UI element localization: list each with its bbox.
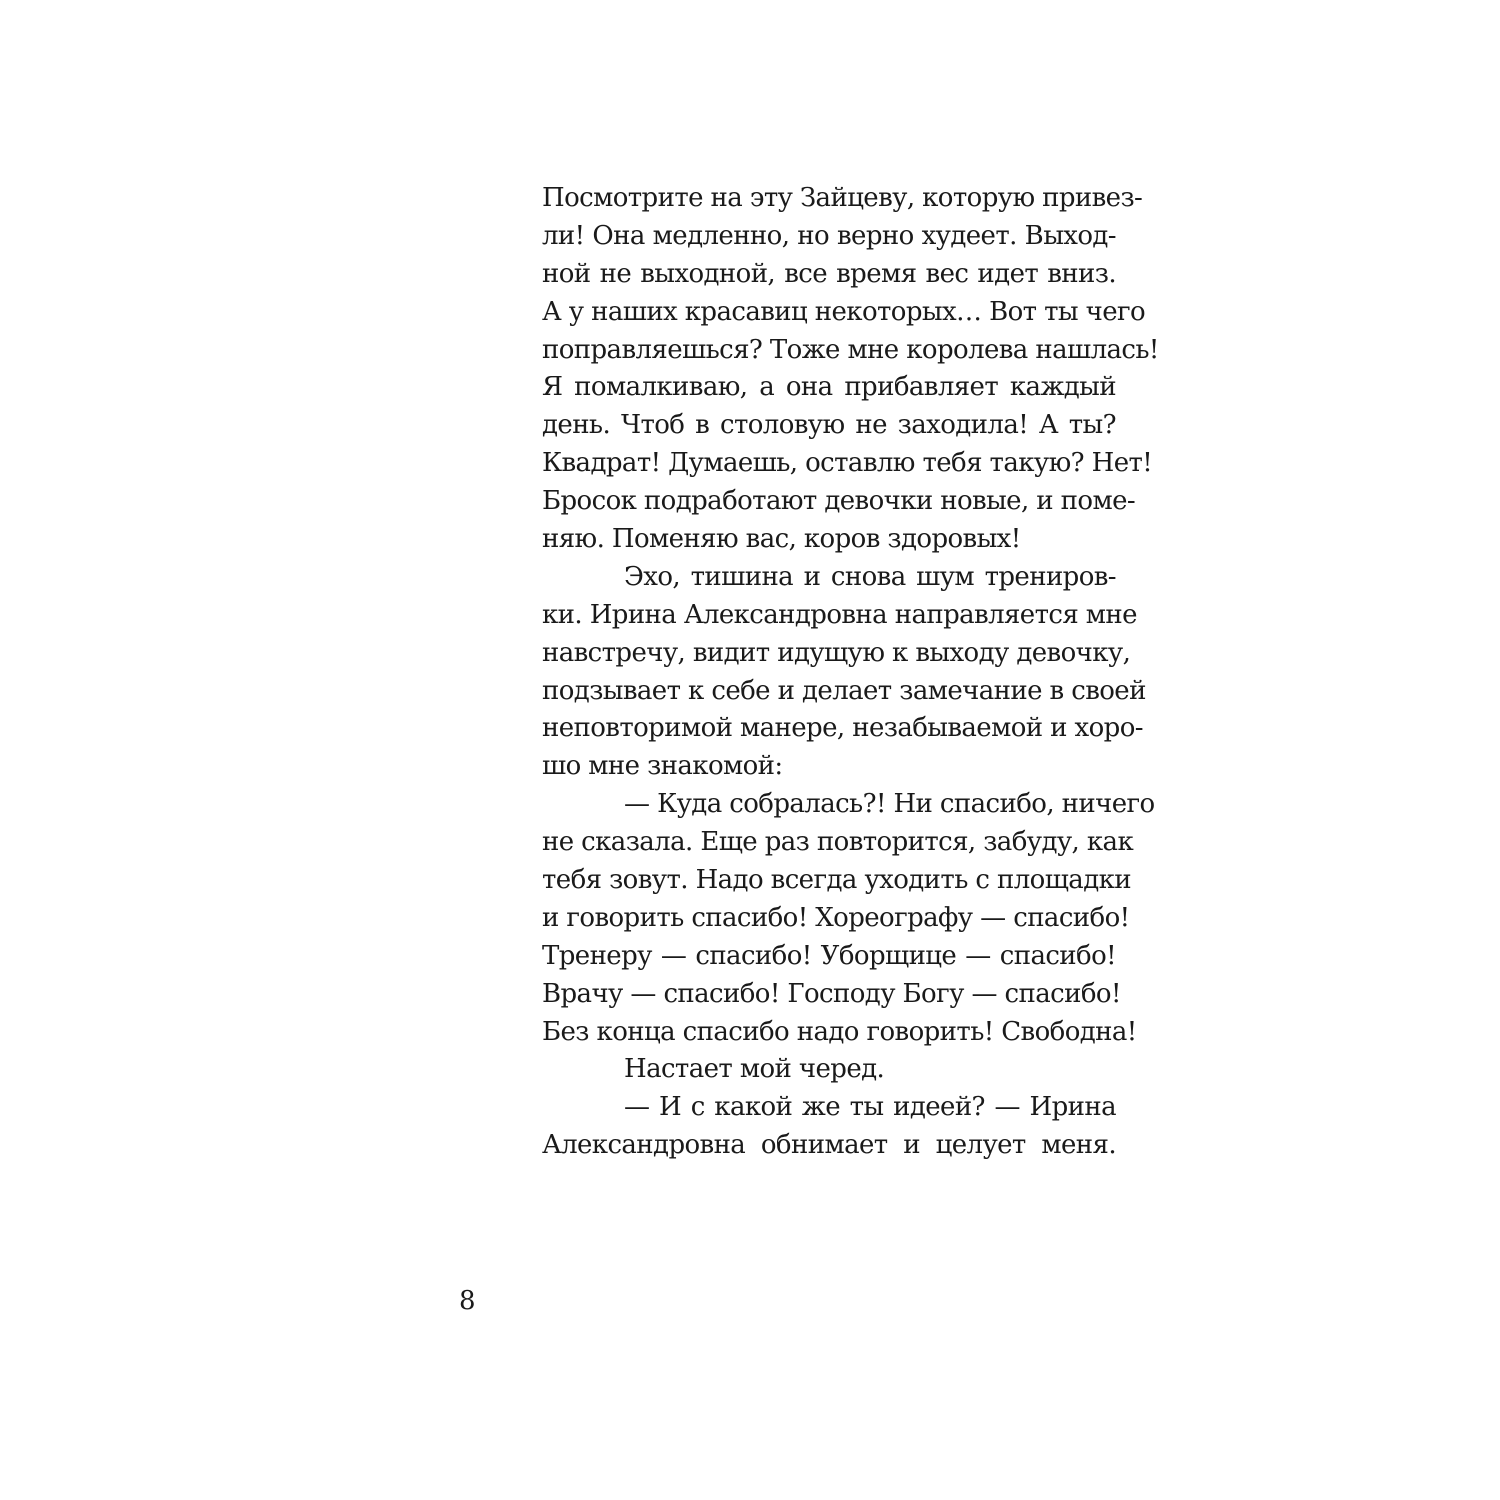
paragraph xyxy=(542,559,1146,786)
paragraph xyxy=(542,786,1155,1051)
body-text xyxy=(542,180,1159,1165)
text-line: Настает мой черед. xyxy=(624,1054,885,1085)
text-line: ной не выходной, все время вес идет вниз. xyxy=(542,258,1116,289)
text-line: Тренеру — спасибо! Уборщице — спасибо! xyxy=(542,940,1116,971)
text-line: шо мне знакомой: xyxy=(542,751,783,782)
text-line: Александровна обнимает и целует меня. xyxy=(542,1130,1116,1161)
text-line: Без конца спасибо надо говорить! Свободна! xyxy=(542,1016,1137,1047)
paragraph xyxy=(542,1051,1116,1089)
text-line: Квадрат! Думаешь, оставлю тебя такую? Нет! xyxy=(542,448,1153,479)
text-line: Врачу — спасибо! Господу Богу — спасибо! xyxy=(542,978,1121,1009)
paragraph xyxy=(542,180,1159,559)
text-line: ки. Ирина Александровна направляется мне xyxy=(542,599,1137,630)
text-line: А у наших красавиц некоторых… Вот ты чего xyxy=(542,296,1146,327)
text-line: Я помалкиваю, а она прибавляет каждый xyxy=(542,372,1116,403)
text-line: поправляешься? Тоже мне королева нашлась! xyxy=(542,334,1159,365)
text-line: навстречу, видит идущую к выходу девочку, xyxy=(542,637,1131,668)
text-line: неповторимой манере, незабываемой и хоро- xyxy=(542,713,1143,744)
text-line: Бросок подработают девочки новые, и поме- xyxy=(542,486,1136,517)
text-line: день. Чтоб в столовую не заходила! А ты? xyxy=(542,410,1116,441)
text-line: и говорить спасибо! Хореографу — спасибо! xyxy=(542,902,1130,933)
text-line: — Куда собралась?! Ни спасибо, ничего xyxy=(624,789,1155,820)
text-line: ли! Она медленно, но верно худеет. Выход- xyxy=(542,220,1116,251)
text-line: подзывает к себе и делает замечание в своей xyxy=(542,675,1146,706)
text-line: Посмотрите на эту Зайцеву, которую привез- xyxy=(542,183,1143,213)
text-line: не сказала. Еще раз повторится, забуду, как xyxy=(542,827,1134,858)
text-line: — И с какой же ты идеей? — Ирина xyxy=(624,1092,1116,1123)
paragraph xyxy=(542,1089,1116,1165)
text-line: Эхо, тишина и снова шум трениров- xyxy=(624,561,1116,592)
text-line: няю. Поменяю вас, коров здоровых! xyxy=(542,524,1021,555)
text-line: тебя зовут. Надо всегда уходить с площадки xyxy=(542,865,1131,896)
page-number: 8 xyxy=(459,1286,476,1316)
